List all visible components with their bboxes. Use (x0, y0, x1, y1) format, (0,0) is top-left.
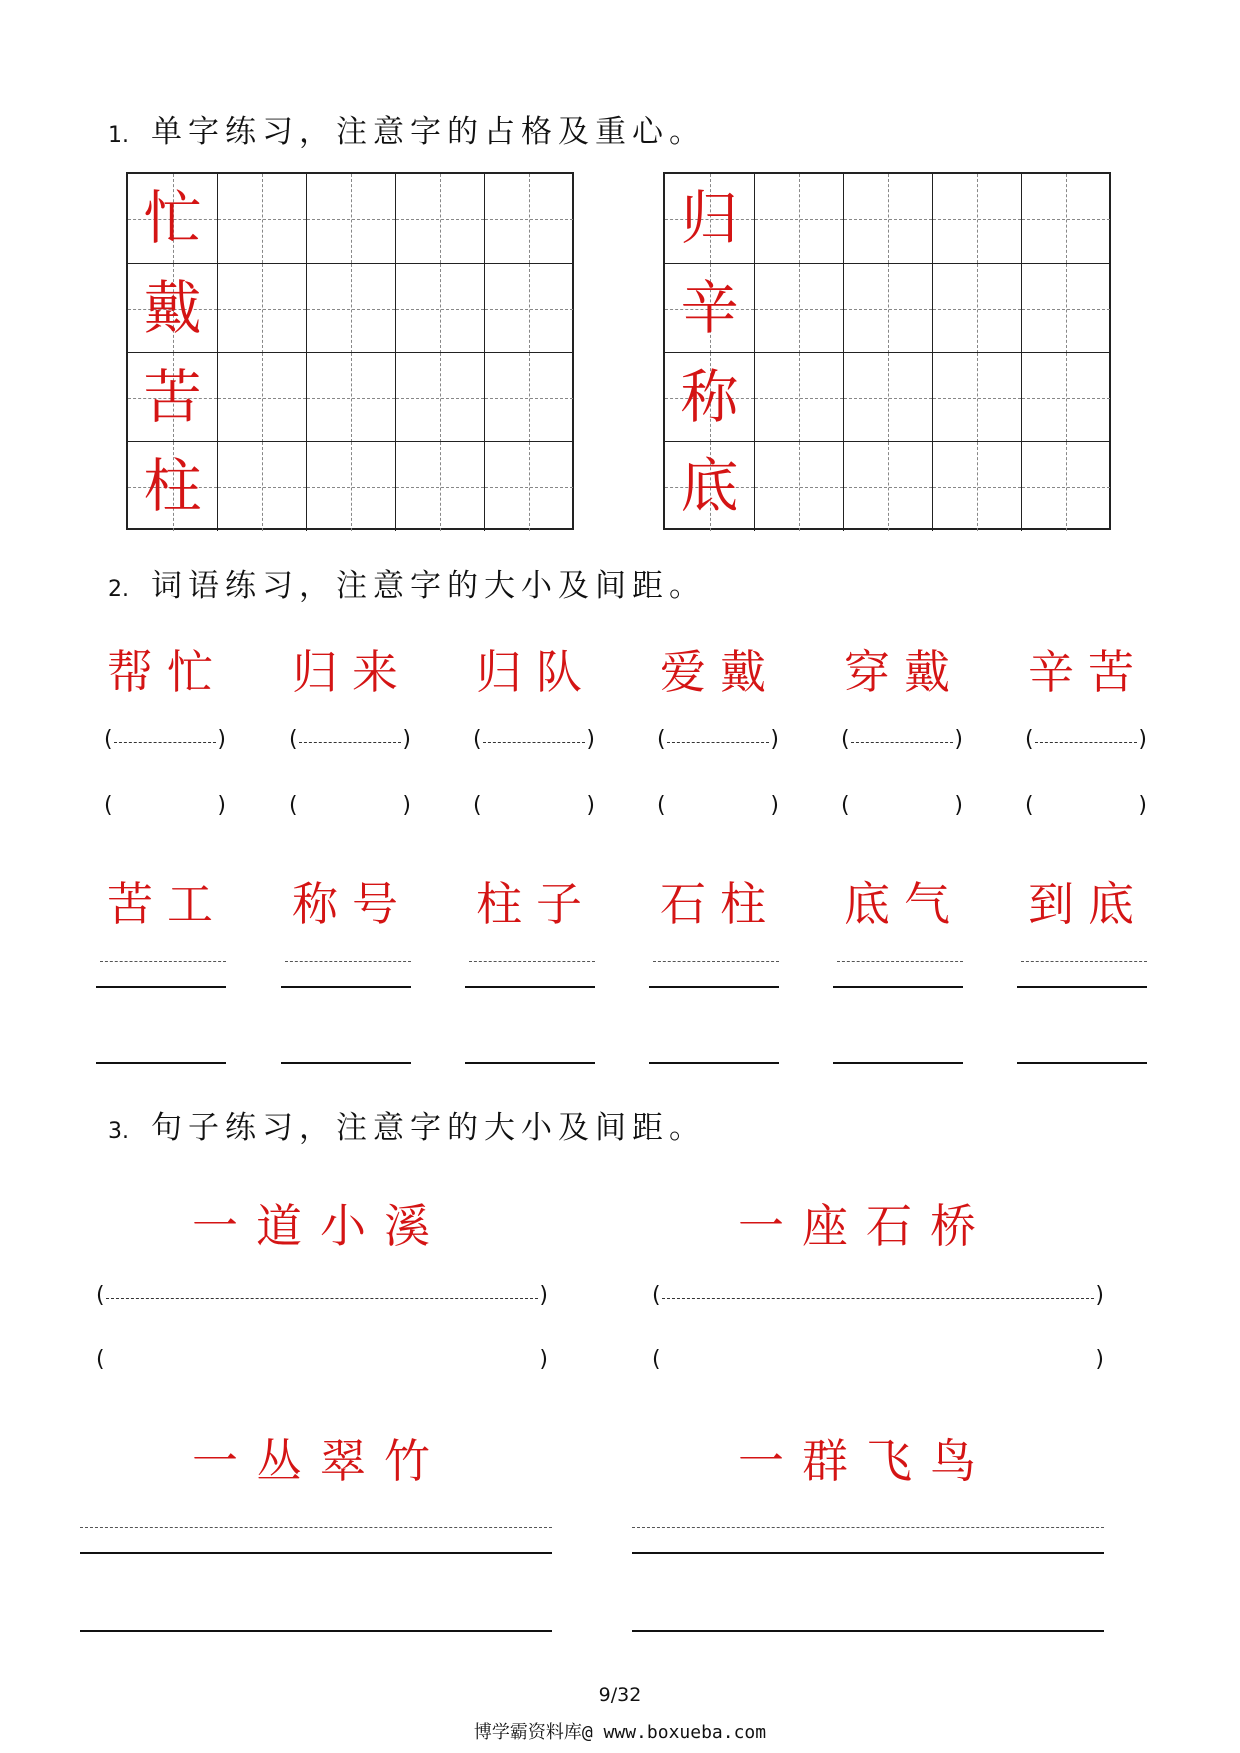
word-write-line[interactable] (649, 986, 779, 988)
left-practice-cell[interactable] (484, 353, 573, 442)
word-dashed-guide (469, 961, 595, 962)
left-practice-cell[interactable] (217, 353, 306, 442)
paren-close: ) (586, 793, 595, 818)
paren-close: ) (402, 793, 411, 818)
paren-open: ( (652, 1283, 661, 1308)
left-model-char: 柱 (143, 452, 202, 520)
word-answer-paren-dashed[interactable] (289, 727, 411, 757)
right-practice-cell[interactable] (843, 442, 932, 531)
paren-open: ( (841, 793, 850, 818)
right-model-char: 归 (680, 184, 739, 252)
word-write-line[interactable] (96, 986, 226, 988)
section3-heading (108, 1108, 706, 1152)
word-write-line[interactable] (1017, 986, 1147, 988)
paren-close: ) (770, 793, 779, 818)
section3-number: 3. (108, 1119, 129, 1144)
word-row1: 穿戴 (844, 645, 964, 699)
left-model-cell (128, 174, 217, 263)
right-practice-cell[interactable] (932, 174, 1021, 263)
right-row (665, 352, 1109, 442)
paren-close: ) (770, 727, 779, 752)
right-practice-cell[interactable] (754, 442, 843, 531)
word-row2: 石柱 (660, 877, 780, 931)
left-practice-cell[interactable] (217, 264, 306, 353)
word-dashed-guide (837, 961, 963, 962)
right-practice-cell[interactable] (1021, 442, 1110, 531)
paren-open: ( (1025, 727, 1034, 752)
word-row2: 苦工 (107, 877, 227, 931)
word-row2: 柱子 (476, 877, 596, 931)
paren-close: ) (539, 1283, 548, 1308)
right-model-cell (665, 442, 754, 531)
dashed-guide (667, 742, 769, 743)
word-write-line[interactable] (833, 986, 963, 988)
paren-open: ( (96, 1283, 105, 1308)
word-row1: 归来 (292, 645, 412, 699)
watermark-site: 博学霸资料库@ www.boxueba.com (473, 1722, 767, 1743)
paren-close: ) (217, 793, 226, 818)
dashed-guide (299, 742, 401, 743)
dashed-guide (851, 742, 953, 743)
paren-open: ( (104, 793, 113, 818)
section2-title: 词语练习，注意字的大小及间距。 (151, 568, 706, 604)
left-model-cell (128, 353, 217, 442)
phrase-3-dashed-guide (80, 1527, 552, 1528)
section1-title: 单字练习，注意字的占格及重心。 (151, 114, 706, 150)
left-practice-cell[interactable] (395, 174, 484, 263)
paren-close: ) (954, 793, 963, 818)
word-dashed-guide (653, 961, 779, 962)
paren-close: ) (1095, 1283, 1104, 1308)
left-practice-cell[interactable] (217, 442, 306, 531)
paren-open: ( (1025, 793, 1034, 818)
left-row (128, 352, 572, 442)
word-row1: 归队 (476, 645, 596, 699)
phrase-4-write-line-2[interactable] (632, 1630, 1104, 1632)
right-row (665, 441, 1109, 531)
right-row (665, 174, 1109, 263)
phrase-3-write-line[interactable] (80, 1552, 552, 1554)
right-model-char: 辛 (680, 274, 739, 342)
word-write-line-2[interactable] (465, 1062, 595, 1064)
dashed-guide (483, 742, 585, 743)
paren-open: ( (652, 1347, 661, 1372)
right-model-cell (665, 264, 754, 353)
word-row1: 帮忙 (107, 645, 227, 699)
right-practice-cell[interactable] (843, 264, 932, 353)
paren-open: ( (104, 727, 113, 752)
paren-close: ) (217, 727, 226, 752)
section1-number: 1. (108, 123, 129, 148)
word-row2: 称号 (292, 877, 412, 931)
word-dashed-guide (285, 961, 411, 962)
left-practice-cell[interactable] (306, 174, 395, 263)
section2-heading (108, 566, 706, 610)
word-answer-paren[interactable] (657, 793, 779, 823)
word-row1: 辛苦 (1028, 645, 1148, 699)
right-model-cell (665, 353, 754, 442)
phrase-4-dashed-guide (632, 1527, 1104, 1528)
paren-close: ) (1095, 1347, 1104, 1372)
word-answer-paren[interactable] (473, 793, 595, 823)
phrase-2: 一座石桥 (738, 1199, 994, 1253)
word-row2: 底气 (844, 877, 964, 931)
left-model-char: 苦 (143, 363, 202, 431)
paren-open: ( (841, 727, 850, 752)
word-write-line[interactable] (281, 986, 411, 988)
right-practice-cell[interactable] (932, 264, 1021, 353)
paren-close: ) (954, 727, 963, 752)
phrase-1: 一道小溪 (192, 1199, 448, 1253)
right-practice-cell[interactable] (932, 353, 1021, 442)
left-practice-cell[interactable] (306, 353, 395, 442)
right-practice-cell[interactable] (1021, 353, 1110, 442)
paren-close: ) (1138, 727, 1147, 752)
word-answer-paren[interactable] (104, 793, 226, 823)
section2-number: 2. (108, 577, 129, 602)
paren-open: ( (473, 793, 482, 818)
word-answer-paren-dashed[interactable] (104, 727, 226, 757)
paren-open: ( (657, 793, 666, 818)
left-practice-cell[interactable] (484, 174, 573, 263)
paren-close: ) (1138, 793, 1147, 818)
phrase-1-answer-paren-dashed[interactable] (96, 1283, 548, 1313)
left-practice-cell[interactable] (395, 442, 484, 531)
phrase-4: 一群飞鸟 (738, 1434, 994, 1488)
dashed-guide (114, 742, 216, 743)
left-row (128, 263, 572, 353)
word-write-line-2[interactable] (833, 1062, 963, 1064)
left-model-cell (128, 264, 217, 353)
dashed-guide (662, 1298, 1094, 1299)
left-model-char: 忙 (143, 184, 202, 252)
paren-open: ( (289, 727, 298, 752)
word-answer-paren[interactable] (841, 793, 963, 823)
right-practice-cell[interactable] (754, 353, 843, 442)
left-practice-cell[interactable] (306, 442, 395, 531)
right-model-cell (665, 174, 754, 263)
dashed-guide (106, 1298, 538, 1299)
left-row (128, 441, 572, 531)
word-write-line-2[interactable] (1017, 1062, 1147, 1064)
left-practice-cell[interactable] (395, 264, 484, 353)
right-tianzige-grid (663, 172, 1111, 530)
left-model-char: 戴 (143, 274, 202, 342)
paren-open: ( (289, 793, 298, 818)
word-answer-paren[interactable] (1025, 793, 1147, 823)
right-model-char: 称 (680, 363, 739, 431)
left-practice-cell[interactable] (306, 264, 395, 353)
word-row1: 爱戴 (660, 645, 780, 699)
paren-open: ( (96, 1347, 105, 1372)
word-answer-paren-dashed[interactable] (841, 727, 963, 757)
right-practice-cell[interactable] (1021, 264, 1110, 353)
phrase-2-answer-paren-dashed[interactable] (652, 1283, 1104, 1313)
right-practice-cell[interactable] (754, 174, 843, 263)
left-practice-cell[interactable] (484, 442, 573, 531)
phrase-2-answer-paren[interactable] (652, 1347, 1104, 1377)
section3-title: 句子练习，注意字的大小及间距。 (151, 1110, 706, 1146)
right-practice-cell[interactable] (1021, 174, 1110, 263)
left-practice-cell[interactable] (484, 264, 573, 353)
paren-open: ( (473, 727, 482, 752)
phrase-3: 一丛翠竹 (192, 1434, 448, 1488)
dashed-guide (1035, 742, 1137, 743)
left-tianzige-grid (126, 172, 574, 530)
phrase-3-write-line-2[interactable] (80, 1630, 552, 1632)
paren-close: ) (402, 727, 411, 752)
left-practice-cell[interactable] (395, 353, 484, 442)
paren-close: ) (586, 727, 595, 752)
paren-close: ) (539, 1347, 548, 1372)
right-row (665, 263, 1109, 353)
right-practice-cell[interactable] (932, 442, 1021, 531)
left-model-cell (128, 442, 217, 531)
right-practice-cell[interactable] (843, 174, 932, 263)
word-row2: 到底 (1028, 877, 1148, 931)
word-answer-paren-dashed[interactable] (473, 727, 595, 757)
word-write-line-2[interactable] (649, 1062, 779, 1064)
word-dashed-guide (100, 961, 226, 962)
right-practice-cell[interactable] (754, 264, 843, 353)
word-answer-paren[interactable] (289, 793, 411, 823)
phrase-4-write-line[interactable] (632, 1552, 1104, 1554)
page-number: 9/32 (598, 1684, 642, 1706)
right-practice-cell[interactable] (843, 353, 932, 442)
word-write-line-2[interactable] (281, 1062, 411, 1064)
word-dashed-guide (1021, 961, 1147, 962)
phrase-1-answer-paren[interactable] (96, 1347, 548, 1377)
word-write-line-2[interactable] (96, 1062, 226, 1064)
paren-open: ( (657, 727, 666, 752)
left-row (128, 174, 572, 263)
word-write-line[interactable] (465, 986, 595, 988)
word-answer-paren-dashed[interactable] (1025, 727, 1147, 757)
right-model-char: 底 (680, 452, 739, 520)
word-answer-paren-dashed[interactable] (657, 727, 779, 757)
left-practice-cell[interactable] (217, 174, 306, 263)
section1-heading (108, 112, 706, 156)
